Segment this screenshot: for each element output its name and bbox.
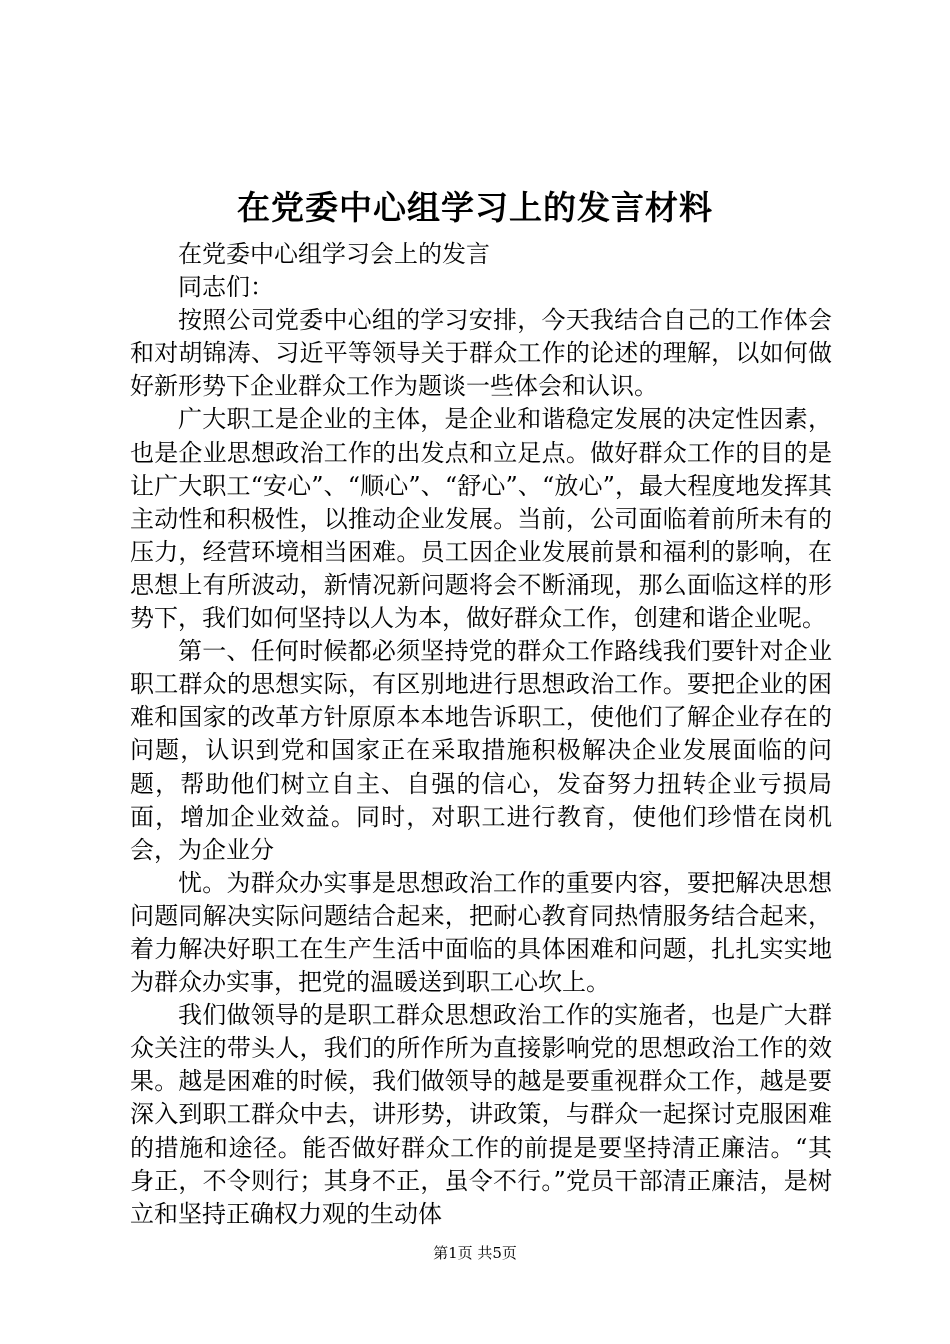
- document-title: 在党委中心组学习上的发言材料: [237, 188, 713, 227]
- subtitle-paragraph: 在党委中心组学习会上的发言: [178, 240, 490, 268]
- body-paragraph: 按照公司党委中心组的学习安排，今天我结合自己的工作体会和对胡锦涛、习近平等领导关于群众工作的论述的理解，以如何做好新形势下企业群众工作为题谈一些体会和认识。: [130, 306, 832, 401]
- page-footer: 第1页 共5页: [433, 1244, 517, 1262]
- body-paragraph: 忧。为群众办实事是思想政治工作的重要内容，要把解决思想问题同解决实际问题结合起来，把耐心教育同热情服务结合起来，着力解决好职工在生产生活中面临的具体困难和问题，扎扎实实地为群众办实事，把党的温暖送到职工心坎上。: [130, 868, 832, 997]
- salutation-paragraph: 同志们：: [178, 273, 274, 302]
- body-paragraph: 广大职工是企业的主体，是企业和谐稳定发展的决定性因素，也是企业思想政治工作的出发点和立足点。做好群众工作的目的是让广大职工“安心”、“顺心”、“舒心”、“放心”，最大程度地发挥其主动性和积极性，以推动企业发展。当前，公司面临着前所未有的压力，经营环境相当困难。员工因企业发展前景和福利的影响，在思想上有所波动，新情况新问题将会不断涌现，那么面临这样的形势下，我们如何坚持以人为本，做好群众工作，创建和谐企业呢。: [130, 405, 832, 633]
- body-paragraph: 第一、任何时候都必须坚持党的群众工作路线我们要针对企业职工群众的思想实际，有区别地进行思想政治工作。要把企业的困难和国家的改革方针原原本本地告诉职工，使他们了解企业存在的问题，认识到党和国家正在采取措施积极解决企业发展面临的问题，帮助他们树立自主、自强的信心，发奋努力扭转企业亏损局面，增加企业效益。同时，对职工进行教育，使他们珍惜在岗机会，为企业分: [130, 637, 832, 864]
- document-body: [130, 238, 832, 1231]
- body-paragraph: 我们做领导的是职工群众思想政治工作的实施者，也是广大群众关注的带头人，我们的所作所为直接影响党的思想政治工作的效果。越是困难的时候，我们做领导的越是要重视群众工作，越是要深入到职工群众中去，讲形势，讲政策，与群众一起探讨克服困难的措施和途径。能否做好群众工作的前提是要坚持清正廉洁。“其身正，不令则行；其身不正，虽令不行。”党员干部清正廉洁，是树立和坚持正确权力观的生动体: [130, 1001, 832, 1228]
